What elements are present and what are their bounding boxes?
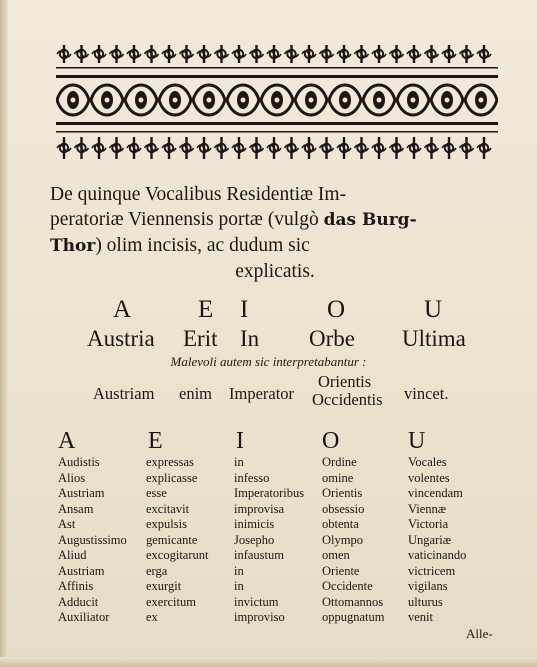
table-cell: expressas xyxy=(146,455,194,469)
table-cell: Viennæ xyxy=(408,501,447,516)
table-cell: vigilans xyxy=(408,579,448,593)
title-fraktur-thor: Thor xyxy=(50,236,96,256)
table-cell: oppugnatum xyxy=(322,610,385,624)
title-line-3-text: ) olim incisis, ac dudum sic xyxy=(95,235,310,256)
table-cell: in xyxy=(234,579,244,593)
table-cell: invictum xyxy=(234,594,279,609)
motto-word-4: Orbe xyxy=(309,326,355,351)
table-row xyxy=(58,595,498,611)
vowel-i: I xyxy=(240,296,249,323)
vowel-o: O xyxy=(327,296,346,323)
table-cell: obsessio xyxy=(322,501,365,516)
title-line-3 xyxy=(50,233,500,259)
table-cell: Auxiliator xyxy=(58,610,110,624)
alt-word-2: enim xyxy=(179,384,212,403)
table-cell: excogitarunt xyxy=(146,548,209,562)
vowel-e: E xyxy=(198,296,214,323)
table-row xyxy=(58,486,498,502)
table-cell: Victoria xyxy=(408,517,449,531)
table-cell: Austriam xyxy=(58,563,105,578)
table-cell: infaustum xyxy=(234,548,284,562)
alt-word-1: Austriam xyxy=(93,384,155,403)
title-line-2 xyxy=(50,207,500,233)
title-fraktur-text: das Burg- xyxy=(323,210,417,230)
table-cell: Ungariæ xyxy=(408,532,452,547)
motto-word-5: Ultima xyxy=(402,326,466,351)
table-cell: Affinis xyxy=(58,579,94,593)
motto-word-1: Austria xyxy=(87,326,155,351)
title-line-4: explicatis. xyxy=(235,261,315,282)
table-cell: erga xyxy=(146,563,168,578)
table-cell: gemicante xyxy=(146,532,198,547)
table-cell: improvisa xyxy=(234,501,284,516)
catchword: Alle- xyxy=(466,626,493,641)
column-vowel-o: O xyxy=(322,428,340,454)
ornament-row xyxy=(56,45,498,159)
table-cell: Vocales xyxy=(408,455,447,469)
table-cell: vincendam xyxy=(408,486,463,500)
table-cell: exurgit xyxy=(146,579,182,593)
table-cell: esse xyxy=(146,486,167,500)
alt-verb: vincet. xyxy=(404,384,449,403)
title-line-2-text: peratoriæ Viennensis portæ (vulgò xyxy=(50,209,324,230)
acrostic-table xyxy=(58,455,498,626)
motto-line xyxy=(0,326,537,354)
table-cell: inimicis xyxy=(234,517,275,531)
table-cell: omen xyxy=(322,548,350,562)
alt-orientis: Orientis xyxy=(318,372,372,391)
table-row xyxy=(58,548,498,564)
table-row xyxy=(58,455,498,471)
table-cell: vaticinando xyxy=(408,548,467,562)
vowel-a: A xyxy=(113,296,132,323)
table-cell: Augustissimo xyxy=(58,532,127,547)
table-cell: expulsis xyxy=(146,517,187,531)
table-cell: improviso xyxy=(234,610,285,624)
table-cell: victricem xyxy=(408,563,456,578)
table-cell: omine xyxy=(322,470,354,485)
malevoli-caption: Malevoli autem sic interpretabantur : xyxy=(170,354,367,369)
table-row xyxy=(58,564,498,580)
table-cell: Occidente xyxy=(322,579,373,593)
table-cell: Ansam xyxy=(58,501,94,516)
table-cell: Audistis xyxy=(58,455,100,469)
alt-word-3: Imperator xyxy=(229,384,295,403)
table-cell: Aliud xyxy=(58,548,87,562)
table-cell: in xyxy=(234,563,244,578)
table-cell: ulturus xyxy=(408,594,443,609)
table-cell: in xyxy=(234,455,244,469)
table-cell: Alios xyxy=(58,470,86,485)
table-row xyxy=(58,610,498,626)
table-row xyxy=(58,579,498,595)
table-cell: venit xyxy=(408,610,433,624)
motto-word-3: In xyxy=(240,326,260,351)
table-cell: infesso xyxy=(234,470,270,485)
table-cell: Olympo xyxy=(322,532,363,547)
table-cell: exercitum xyxy=(146,594,196,609)
alt-occidentis: Occidentis xyxy=(312,390,383,409)
column-vowel-i: I xyxy=(236,428,244,454)
table-row xyxy=(58,502,498,518)
column-vowel-a: A xyxy=(58,428,76,454)
alternate-reading xyxy=(0,372,537,412)
vowel-heading xyxy=(0,296,537,322)
column-vowel-e: E xyxy=(148,428,163,454)
table-cell: Ast xyxy=(58,517,76,531)
ornament-header-band xyxy=(56,33,498,166)
table-cell: Ottomannos xyxy=(322,594,384,609)
show-through-text xyxy=(501,260,531,640)
motto-word-2: Erit xyxy=(183,326,218,351)
table-cell: volentes xyxy=(408,470,450,485)
table-row xyxy=(58,533,498,549)
table-row xyxy=(58,517,498,533)
table-cell: Orientis xyxy=(322,486,363,500)
column-vowels xyxy=(0,428,537,454)
table-cell: Josepho xyxy=(234,532,275,547)
vowel-u: U xyxy=(424,296,443,323)
page-bottom-shadow xyxy=(0,657,537,667)
table-cell: Adducit xyxy=(58,594,99,609)
page-title xyxy=(50,182,500,284)
table-cell: Austriam xyxy=(58,486,105,500)
table-cell: Imperatoribus xyxy=(234,486,305,500)
title-line-1: De quinque Vocalibus Residentiæ Im- xyxy=(50,184,347,205)
table-row xyxy=(58,471,498,487)
table-cell: ex xyxy=(146,610,158,624)
column-vowel-u: U xyxy=(408,428,426,454)
table-cell: Ordine xyxy=(322,455,357,469)
table-cell: explicasse xyxy=(146,470,198,485)
table-cell: Oriente xyxy=(322,563,360,578)
table-cell: obtenta xyxy=(322,517,359,531)
table-cell: excitavit xyxy=(146,501,190,516)
